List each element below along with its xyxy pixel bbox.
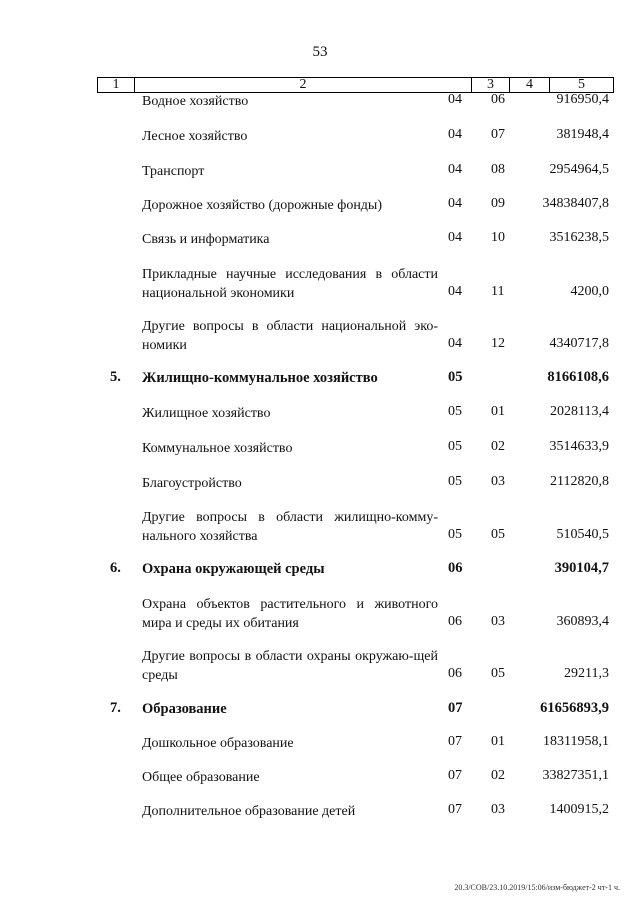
row-name: Охрана окружающей среды <box>142 561 325 577</box>
row-section-code: 04 <box>448 284 462 299</box>
row-subsection-code: 03 <box>491 802 505 817</box>
row-subsection-code: 10 <box>491 230 505 245</box>
row-amount: 33827351,1 <box>542 768 609 783</box>
row-amount: 34838407,8 <box>542 196 609 211</box>
row-section-code: 04 <box>448 127 462 142</box>
header-col-1: 1 <box>98 78 135 92</box>
row-name: Дорожное хозяйство (дорожные фонды) <box>142 198 383 213</box>
row-section-code: 04 <box>448 162 462 177</box>
header-col-4: 4 <box>510 78 550 92</box>
row-subsection-code: 11 <box>491 284 505 299</box>
row-subsection-code: 05 <box>491 666 505 681</box>
header-col-2: 2 <box>135 78 472 92</box>
table-header <box>97 77 614 93</box>
document-footer-code: 20.3/СОВ/23.10.2019/15:06/изм-бюджет-2 чт-1 ч. <box>454 883 620 892</box>
row-section-code: 05 <box>448 439 462 454</box>
row-amount: 1400915,2 <box>549 802 609 817</box>
row-section-code: 05 <box>448 527 462 542</box>
row-name: Лесное хозяйство <box>142 129 248 144</box>
row-subsection-code: 02 <box>491 439 505 454</box>
row-name: Дошкольное образование <box>142 736 294 751</box>
row-subsection-code: 12 <box>491 336 505 351</box>
row-subsection-code: 08 <box>491 162 505 177</box>
row-amount: 61656893,9 <box>540 700 609 716</box>
header-col-5: 5 <box>578 77 585 92</box>
row-subsection-code: 06 <box>491 92 505 107</box>
row-subsection-code: 03 <box>491 614 505 629</box>
row-subsection-code: 07 <box>491 127 505 142</box>
row-subsection-code: 02 <box>491 768 505 783</box>
row-section-number: 5. <box>110 369 121 385</box>
row-section-code: 07 <box>448 734 462 749</box>
row-section-code: 04 <box>448 336 462 351</box>
row-name: Охрана объектов растительного и животного мира и среды их обитания <box>142 597 438 631</box>
row-section-code: 04 <box>448 92 462 107</box>
row-section-code: 06 <box>448 614 462 629</box>
row-subsection-code: 05 <box>491 527 505 542</box>
row-subsection-code: 01 <box>491 404 505 419</box>
row-name: Связь и информатика <box>142 232 270 247</box>
row-section-code: 07 <box>448 700 463 716</box>
row-section-code: 05 <box>448 474 462 489</box>
row-name: Транспорт <box>142 164 205 179</box>
row-amount: 2028113,4 <box>550 404 609 419</box>
row-name: Коммунальное хозяйство <box>142 441 293 456</box>
row-name: Образование <box>142 701 227 717</box>
row-name: Жилищно-коммунальное хозяйство <box>142 370 378 386</box>
row-subsection-code: 01 <box>491 734 505 749</box>
row-amount: 390104,7 <box>554 560 609 576</box>
row-amount: 916950,4 <box>556 92 609 107</box>
row-subsection-code: 03 <box>491 474 505 489</box>
row-section-number: 7. <box>110 700 121 716</box>
row-section-code: 04 <box>448 196 462 211</box>
row-name: Другие вопросы в области жилищно-комму-нального хозяйства <box>142 510 438 544</box>
row-amount: 29211,3 <box>564 666 609 681</box>
row-amount: 8166108,6 <box>547 369 609 385</box>
row-section-code: 07 <box>448 802 462 817</box>
row-amount: 3516238,5 <box>549 230 609 245</box>
row-amount: 4200,0 <box>570 284 609 299</box>
row-section-code: 06 <box>448 560 463 576</box>
row-section-code: 05 <box>448 404 462 419</box>
row-amount: 2954964,5 <box>549 162 609 177</box>
row-section-code: 05 <box>448 369 463 385</box>
row-name: Благоустройство <box>142 476 242 491</box>
row-subsection-code: 09 <box>491 196 505 211</box>
row-name: Другие вопросы в области охраны окружаю-щей среды <box>142 649 438 683</box>
row-name: Жилищное хозяйство <box>142 406 271 421</box>
row-section-number: 6. <box>110 560 121 576</box>
row-name: Прикладные научные исследования в области национальной экономики <box>142 267 438 301</box>
row-amount: 510540,5 <box>556 527 609 542</box>
page-number: 53 <box>312 44 328 60</box>
row-amount: 381948,4 <box>556 127 609 142</box>
row-name: Дополнительное образование детей <box>142 804 356 819</box>
row-name: Водное хозяйство <box>142 94 249 109</box>
row-section-code: 06 <box>448 666 462 681</box>
row-amount: 360893,4 <box>556 614 609 629</box>
row-section-code: 07 <box>448 768 462 783</box>
row-amount: 4340717,8 <box>549 336 609 351</box>
row-name: Общее образование <box>142 770 260 785</box>
row-amount: 18311958,1 <box>543 734 609 749</box>
row-name: Другие вопросы в области национальной эко-номики <box>142 319 438 353</box>
row-amount: 3514633,9 <box>549 439 609 454</box>
header-col-3: 3 <box>472 78 510 92</box>
row-amount: 2112820,8 <box>550 474 609 489</box>
row-section-code: 04 <box>448 230 462 245</box>
